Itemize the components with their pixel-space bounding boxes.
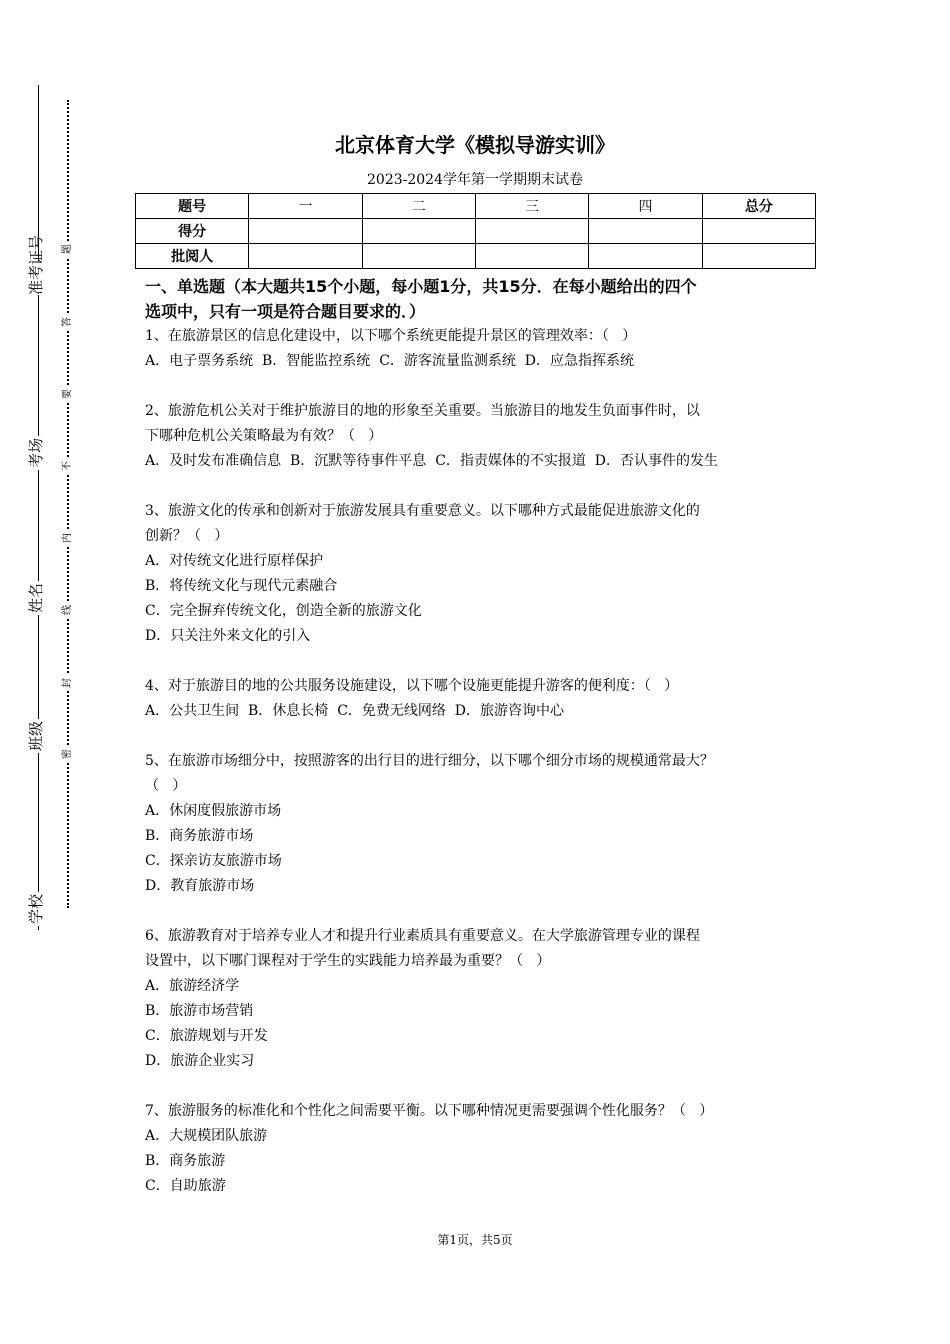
seal-char: 内 [60,530,76,546]
option-c: C．完全摒弃传统文化，创造全新的旅游文化 [145,603,422,619]
option-c: C．旅游规划与开发 [145,1028,268,1044]
option-d: D．只关注外来文化的引入 [145,628,311,644]
grader-row [136,244,816,269]
score-header-cell: 二 [362,194,475,219]
question-6 [145,924,815,1074]
question-stem: 7、旅游服务的标准化和个性化之间需要平衡。以下哪种情况更需要强调个性化服务？（ ） [145,1103,714,1119]
grader-cell[interactable] [249,244,362,269]
seal-char: 不 [60,458,76,474]
question-stem: 6、旅游教育对于培养专业人才和提升行业素质具有重要意义。在大学旅游管理专业的课程 [145,928,700,944]
option-a: A．旅游经济学 [145,978,240,994]
question-4 [145,674,815,724]
seal-char: 线 [60,602,76,618]
option-b: B．商务旅游 [145,1153,226,1169]
question-stem: （ ） [145,778,187,794]
question-stem: 5、在旅游市场细分中，按照游客的出行目的进行细分，以下哪个细分市场的规模通常最大？ [145,753,714,769]
question-2 [145,399,815,474]
section-heading-line: 选项中，只有一项是符合题目要求的．） [145,302,426,321]
question-5 [145,749,815,899]
score-row-label: 得分 [136,219,249,244]
seal-char: 要 [60,386,76,402]
score-cell[interactable] [249,219,362,244]
score-header-cell: 题号 [136,194,249,219]
seal-char: 封 [60,675,76,691]
seal-char: 答 [60,314,76,330]
question-content [145,274,815,1199]
section-heading-line: 一、单选题（本大题共15个小题，每小题1分，共15分．在每小题给出的四个 [145,277,697,296]
score-cell[interactable] [589,219,702,244]
score-cell[interactable] [362,219,475,244]
score-header-cell: 一 [249,194,362,219]
score-header-cell: 三 [475,194,588,219]
score-table-header-row [136,194,816,219]
grader-cell[interactable] [702,244,815,269]
question-3 [145,499,815,649]
page-footer: 第1页，共5页 [437,1233,513,1247]
question-options: A．及时发布准确信息 B．沉默等待事件平息 C．指责媒体的不实报道 D．否认事件的发生 [145,453,719,469]
seal-char: 题 [60,241,76,257]
exam-subtitle: 2023-2024学年第一学期期末试卷 [367,172,583,188]
option-a: A．对传统文化进行原样保护 [145,553,324,569]
question-stem: 设置中，以下哪门课程对于学生的实践能力培养最为重要？（ ） [145,953,551,969]
score-cell[interactable] [702,219,815,244]
score-header-cell: 总分 [702,194,815,219]
question-options: A．公共卫生间 B．休息长椅 C．免费无线网络 D．旅游咨询中心 [145,703,565,719]
option-c: C．自助旅游 [145,1178,226,1194]
question-stem: 创新？（ ） [145,528,229,544]
school-label: 学校 [19,892,59,926]
score-header-cell: 四 [589,194,702,219]
option-a: A．大规模团队旅游 [145,1128,268,1144]
question-options: A．电子票务系统 B．智能监控系统 C．游客流量监测系统 D．应急指挥系统 [145,353,635,369]
exam-title: 北京体育大学《模拟导游实训》 [335,133,615,157]
option-a: A．休闲度假旅游市场 [145,803,282,819]
grader-cell[interactable] [475,244,588,269]
question-stem: 4、对于旅游目的地的公共服务设施建设，以下哪个设施更能提升游客的便利度：（ ） [145,678,679,694]
question-stem: 2、旅游危机公关对于维护旅游目的地的形象至关重要。当旅游目的地发生负面事件时，以 [145,403,700,419]
grader-cell[interactable] [362,244,475,269]
class-label: 班级 [19,719,59,753]
question-stem: 下哪种危机公关策略最为有效？（ ） [145,428,383,444]
option-d: D．旅游企业实习 [145,1053,255,1069]
student-name-label: 姓名 [19,581,59,615]
question-7 [145,1099,815,1199]
option-b: B．旅游市场营销 [145,1003,254,1019]
score-row [136,219,816,244]
binding-solid-line [38,85,39,930]
option-b: B．商务旅游市场 [145,828,254,844]
grader-row-label: 批阅人 [136,244,249,269]
question-stem: 1、在旅游景区的信息化建设中，以下哪个系统更能提升景区的管理效率：（ ） [145,328,637,344]
grader-cell[interactable] [589,244,702,269]
seal-dotted-line [67,100,69,908]
option-b: B．将传统文化与现代元素融合 [145,578,338,594]
option-d: D．教育旅游市场 [145,878,255,894]
exam-room-label: 考场 [19,436,59,470]
seal-char: 密 [60,746,76,762]
option-c: C．探亲访友旅游市场 [145,853,282,869]
exam-id-label: 准考证号 [19,261,59,295]
question-stem: 3、旅游文化的传承和创新对于旅游发展具有重要意义。以下哪种方式最能促进旅游文化的 [145,503,700,519]
score-table [135,193,816,269]
score-cell[interactable] [475,219,588,244]
question-1 [145,324,815,374]
